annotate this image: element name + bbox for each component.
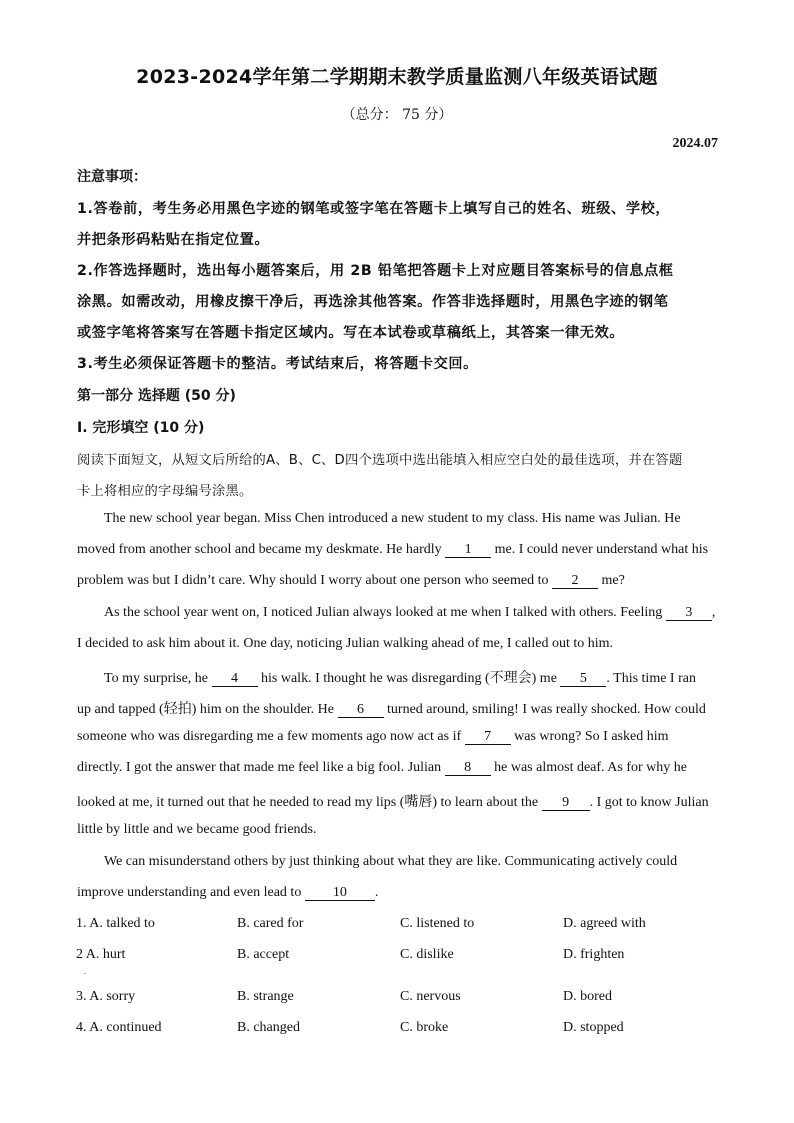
instructions-line-2: 卡上将相应的字母编号涂黑。 <box>77 484 253 499</box>
option-b: B. accept <box>237 947 290 962</box>
exam-date: 2024.07 <box>672 136 718 151</box>
question-3-options <box>76 989 726 1007</box>
option-b: B. cared for <box>237 916 304 931</box>
exam-title: 2023-2024学年第二学期期末教学质量监测八年级英语试题 <box>136 66 658 88</box>
instructions-line-1: 阅读下面短文，从短文后所给的A、B、C、D四个选项中选出能填入相应空白处的最佳选项，并在答题 <box>77 453 683 468</box>
passage-text: directly. I got the answer that made me feel like a big fool. Julian <box>77 760 445 775</box>
passage-text: me? <box>598 573 625 588</box>
passage-text: was wrong? So I asked him <box>510 729 669 744</box>
notice-item-3: 3.考生必须保证答题卡的整洁。考试结束后，将答题卡交回。 <box>77 356 478 372</box>
passage-line <box>77 573 625 589</box>
blank-10: 10 <box>305 886 375 901</box>
blank-7: 7 <box>465 730 511 745</box>
total-score: （总分： 75 分） <box>341 107 453 123</box>
passage-line: We can misunderstand others by just thinking about what they are like. Communicating actively could <box>104 854 678 869</box>
part1-heading: 第一部分 选择题 (50 分) <box>77 388 236 404</box>
notice-item-2-line-3: 或签字笔将答案写在答题卡指定区域内。写在本试卷或草稿纸上，其答案一律无效。 <box>77 325 625 341</box>
option-d: D. agreed with <box>563 916 646 931</box>
passage-text: moved from another school and became my deskmate. He hardly <box>77 542 446 557</box>
option-d: D. bored <box>563 989 612 1004</box>
question-4-options <box>76 1020 726 1038</box>
passage-text: . This time I ran <box>606 671 696 686</box>
passage-line: I decided to ask him about it. One day, noticing Julian walking ahead of me, I called out to him. <box>77 636 614 651</box>
question-2-options <box>76 947 726 965</box>
passage-text: problem was but I didn’t care. Why should I worry about one person who seemed to <box>77 573 552 588</box>
blank-4: 4 <box>212 672 258 687</box>
stray-mark: . <box>84 967 86 976</box>
notice-item-2-line-2: 涂黑。如需改动，用橡皮擦干净后，再选涂其他答案。作答非选择题时，用黑色字迹的钢笔 <box>77 294 669 310</box>
blank-9: 9 <box>542 796 590 811</box>
passage-text: To my surprise, he <box>104 671 212 686</box>
passage-text: someone who was disregarding me a few moments ago now act as if <box>77 729 465 744</box>
passage-line <box>77 791 709 811</box>
option-d: D. frighten <box>563 947 625 962</box>
passage-line <box>104 605 715 621</box>
option-c: C. listened to <box>400 916 475 931</box>
option-d: D. stopped <box>563 1020 624 1035</box>
passage-line <box>104 667 696 687</box>
blank-3: 3 <box>666 606 712 621</box>
passage-line <box>77 698 706 718</box>
notice-item-1-line-2: 并把条形码粘贴在指定位置。 <box>77 232 270 248</box>
option-a: 3. A. sorry <box>76 989 136 1004</box>
passage-line: little by little and we became good friends. <box>77 822 317 837</box>
passage-text: turned around, smiling! I was really shocked. How could <box>383 702 706 717</box>
passage-line <box>77 542 708 558</box>
blank-1: 1 <box>445 543 491 558</box>
passage-text: he was almost deaf. As for why he <box>490 760 687 775</box>
question-1-options <box>76 916 726 934</box>
blank-8: 8 <box>445 761 491 776</box>
passage-text: looked at me, it turned out that he needed to read my lips (嘴唇) to learn about the <box>77 795 542 810</box>
blank-2: 2 <box>552 574 598 589</box>
passage-text: . I got to know Julian <box>589 795 709 810</box>
passage-line: The new school year began. Miss Chen introduced a new student to my class. His name was Julian. He <box>104 511 681 526</box>
passage-text: , <box>711 605 716 620</box>
passage-text: improve understanding and even lead to <box>77 885 305 900</box>
option-a: 2 A. hurt <box>76 947 126 962</box>
notice-item-2-line-1: 2.作答选择题时，选出每小题答案后，用 2B 铅笔把答题卡上对应题目答案标号的信息点框 <box>77 263 674 279</box>
section-cloze-heading: Ⅰ. 完形填空 (10 分) <box>77 420 205 436</box>
notice-heading: 注意事项： <box>77 169 147 185</box>
option-c: C. nervous <box>400 989 461 1004</box>
option-b: B. changed <box>237 1020 300 1035</box>
option-c: C. dislike <box>400 947 454 962</box>
passage-text: me. I could never understand what his <box>491 542 709 557</box>
passage-line <box>77 729 669 745</box>
passage-text: his walk. I thought he was disregarding (不理会) me <box>257 671 561 686</box>
option-a: 4. A. continued <box>76 1020 162 1035</box>
notice-item-1-line-1: 1.答卷前，考生务必用黑色字迹的钢笔或签字笔在答题卡上填写自己的姓名、班级、学校， <box>77 201 671 217</box>
option-c: C. broke <box>400 1020 449 1035</box>
option-a: 1. A. talked to <box>76 916 155 931</box>
passage-line <box>77 885 378 901</box>
passage-text: As the school year went on, I noticed Julian always looked at me when I talked with others. Feeling <box>104 605 666 620</box>
blank-5: 5 <box>560 672 606 687</box>
passage-text: . <box>374 885 379 900</box>
passage-line <box>77 760 687 776</box>
blank-6: 6 <box>338 703 384 718</box>
passage-text: up and tapped (轻拍) him on the shoulder. He <box>77 702 338 717</box>
option-b: B. strange <box>237 989 294 1004</box>
